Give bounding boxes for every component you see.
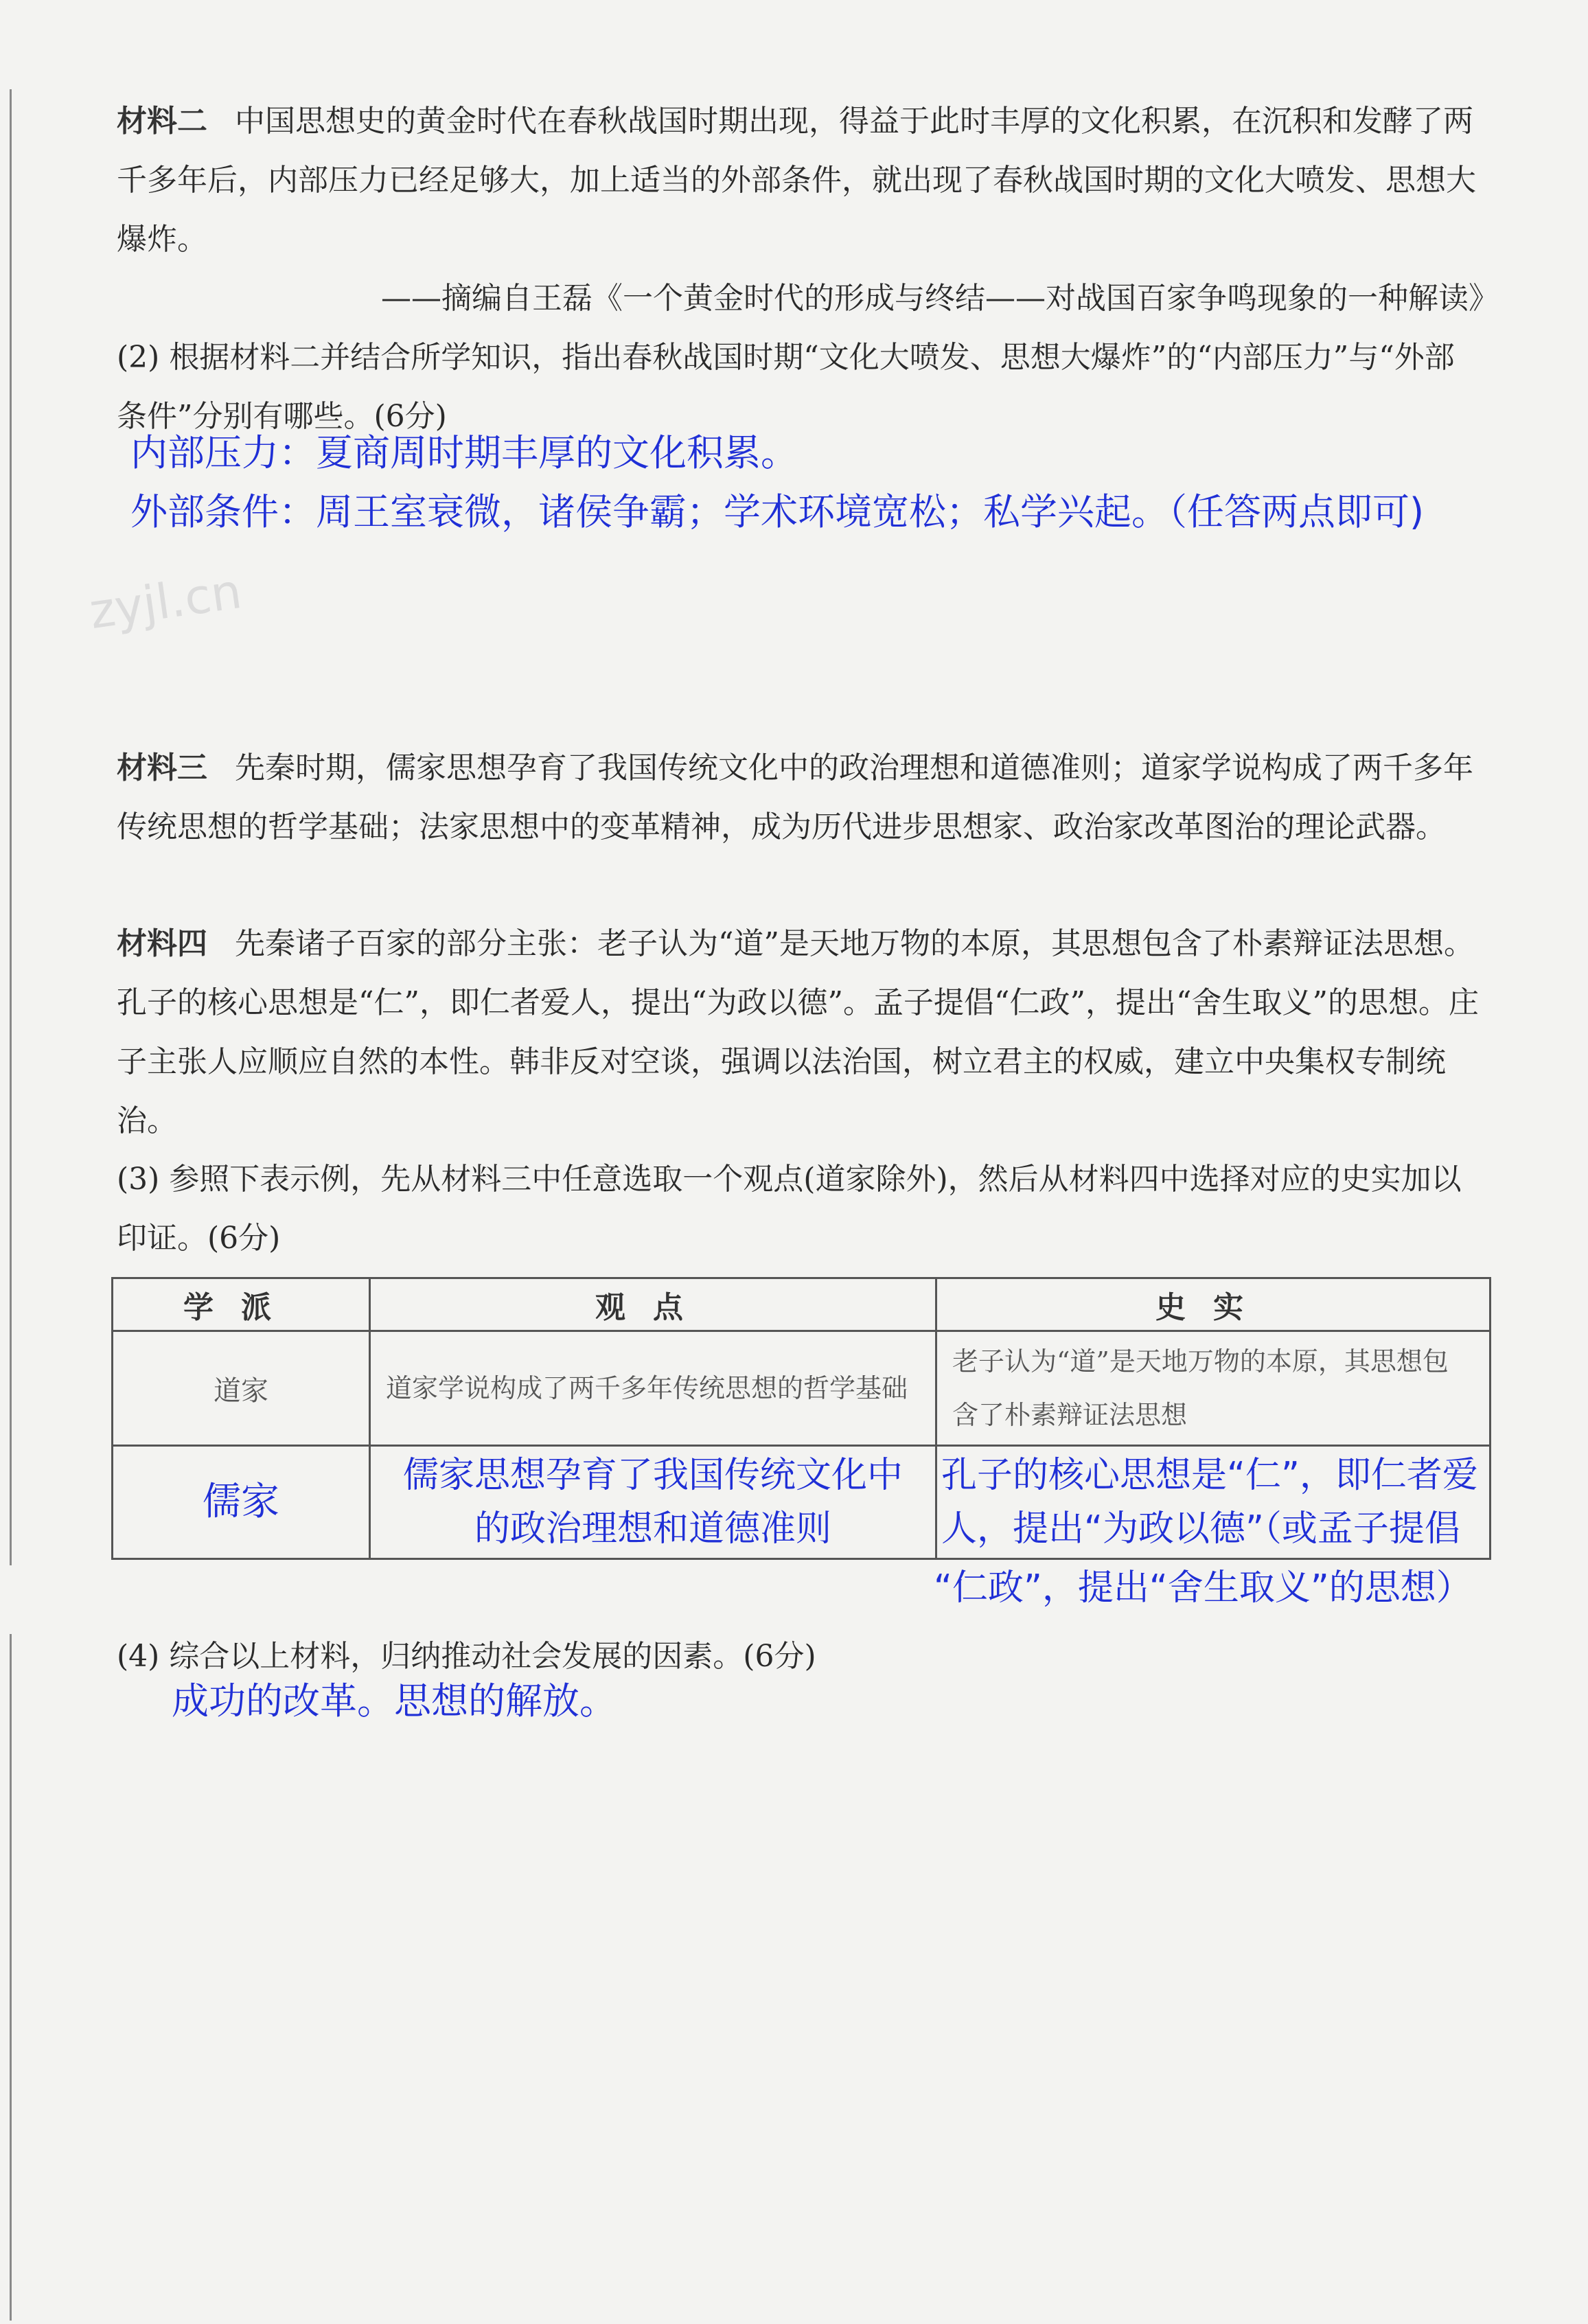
material2-text: 中国思想史的黄金时代在春秋战国时期出现，得益于此时丰厚的文化积累，在沉积和发酵了两千多年后，内部压力已经足够大，加上适当的外部条件，就出现了春秋战国时期的文化大喷发、思想大爆炸。	[117, 104, 1476, 257]
material2-source: ——摘编自王磊《一个黄金时代的形成与终结——对战国百家争鸣现象的一种解读》	[381, 281, 1499, 316]
answer-fact-line2: 人，提出“为政以德”（或孟子提倡	[941, 1508, 1460, 1550]
table-row-answer	[113, 1446, 1491, 1559]
header-view: 观点	[370, 1278, 936, 1331]
margin-rule-top	[10, 89, 12, 1565]
answer-view-cell	[370, 1446, 936, 1559]
material4-paragraph	[117, 914, 1483, 1151]
material3-text: 先秦时期，儒家思想孕育了我国传统文化中的政治理想和道德准则；道家学说构成了两千多年传统思想的哲学基础；法家思想中的变革精神，成为历代进步思想家、政治家改革图治的理论武器。	[117, 750, 1473, 844]
material3-label: 材料三	[117, 750, 207, 785]
header-fact: 史实	[936, 1278, 1491, 1331]
watermark-logo: zyjl.cn	[86, 562, 245, 641]
answer-fact-line3: “仁政”，提出“舍生取义”的思想）	[934, 1567, 1472, 1609]
q4-answer: 成功的改革。思想的解放。	[172, 1679, 617, 1723]
example-fact: 老子认为“道”是天地万物的本原，其思想包含了朴素辩证法思想	[936, 1331, 1491, 1446]
q2-question: (2) 根据材料二并结合所学知识，指出春秋战国时期“文化大喷发、思想大爆炸”的“内部压力”与“外部条件”分别有哪些。(6分)	[117, 340, 1455, 434]
q4-question: (4) 综合以上材料，归纳推动社会发展的因素。(6分)	[117, 1639, 816, 1674]
header-school: 学派	[113, 1278, 370, 1331]
material2-label: 材料二	[117, 104, 207, 139]
material4-label: 材料四	[117, 926, 207, 961]
q2-answer-line2: 外部条件：周王室衰微，诸侯争霸；学术环境宽松；私学兴起。（任答两点即可)	[130, 490, 1425, 533]
material2-paragraph	[117, 92, 1483, 269]
material3-paragraph	[117, 739, 1483, 857]
answer-view-line2: 的政治理想和道德准则	[474, 1508, 831, 1550]
table-header-row	[113, 1278, 1491, 1331]
example-view: 道家学说构成了两千多年传统思想的哲学基础	[370, 1331, 936, 1446]
answer-view-line1: 儒家思想孕育了我国传统文化中	[402, 1455, 903, 1496]
answer-school-cell	[113, 1446, 370, 1559]
margin-rule-bottom	[10, 1634, 12, 2321]
q3-question: (3) 参照下表示例，先从材料三中任意选取一个观点(道家除外)，然后从材料四中选择对应的史实加以印证。(6分)	[117, 1162, 1462, 1256]
material4-text: 先秦诸子百家的部分主张：老子认为“道”是天地万物的本原，其思想包含了朴素辩证法思想。孔子的核心思想是“仁”，即仁者爱人，提出“为政以德”。孟子提倡“仁政”，提出“舍生取义”的思想。庄子主张人应顺应自然的本性。韩非反对空谈，强调以法治国，树立君主的权威，建立中央集权专制统治。	[117, 926, 1479, 1138]
answer-table	[111, 1277, 1491, 1560]
example-school: 道家	[113, 1331, 370, 1446]
answer-fact-cell	[936, 1446, 1491, 1559]
q2-answer-line1: 内部压力：夏商周时期丰厚的文化积累。	[130, 431, 798, 474]
answer-school: 儒家	[203, 1480, 279, 1524]
answer-fact-line1: 孔子的核心思想是“仁”，即仁者爱	[941, 1455, 1478, 1496]
table-row-example	[113, 1331, 1491, 1446]
